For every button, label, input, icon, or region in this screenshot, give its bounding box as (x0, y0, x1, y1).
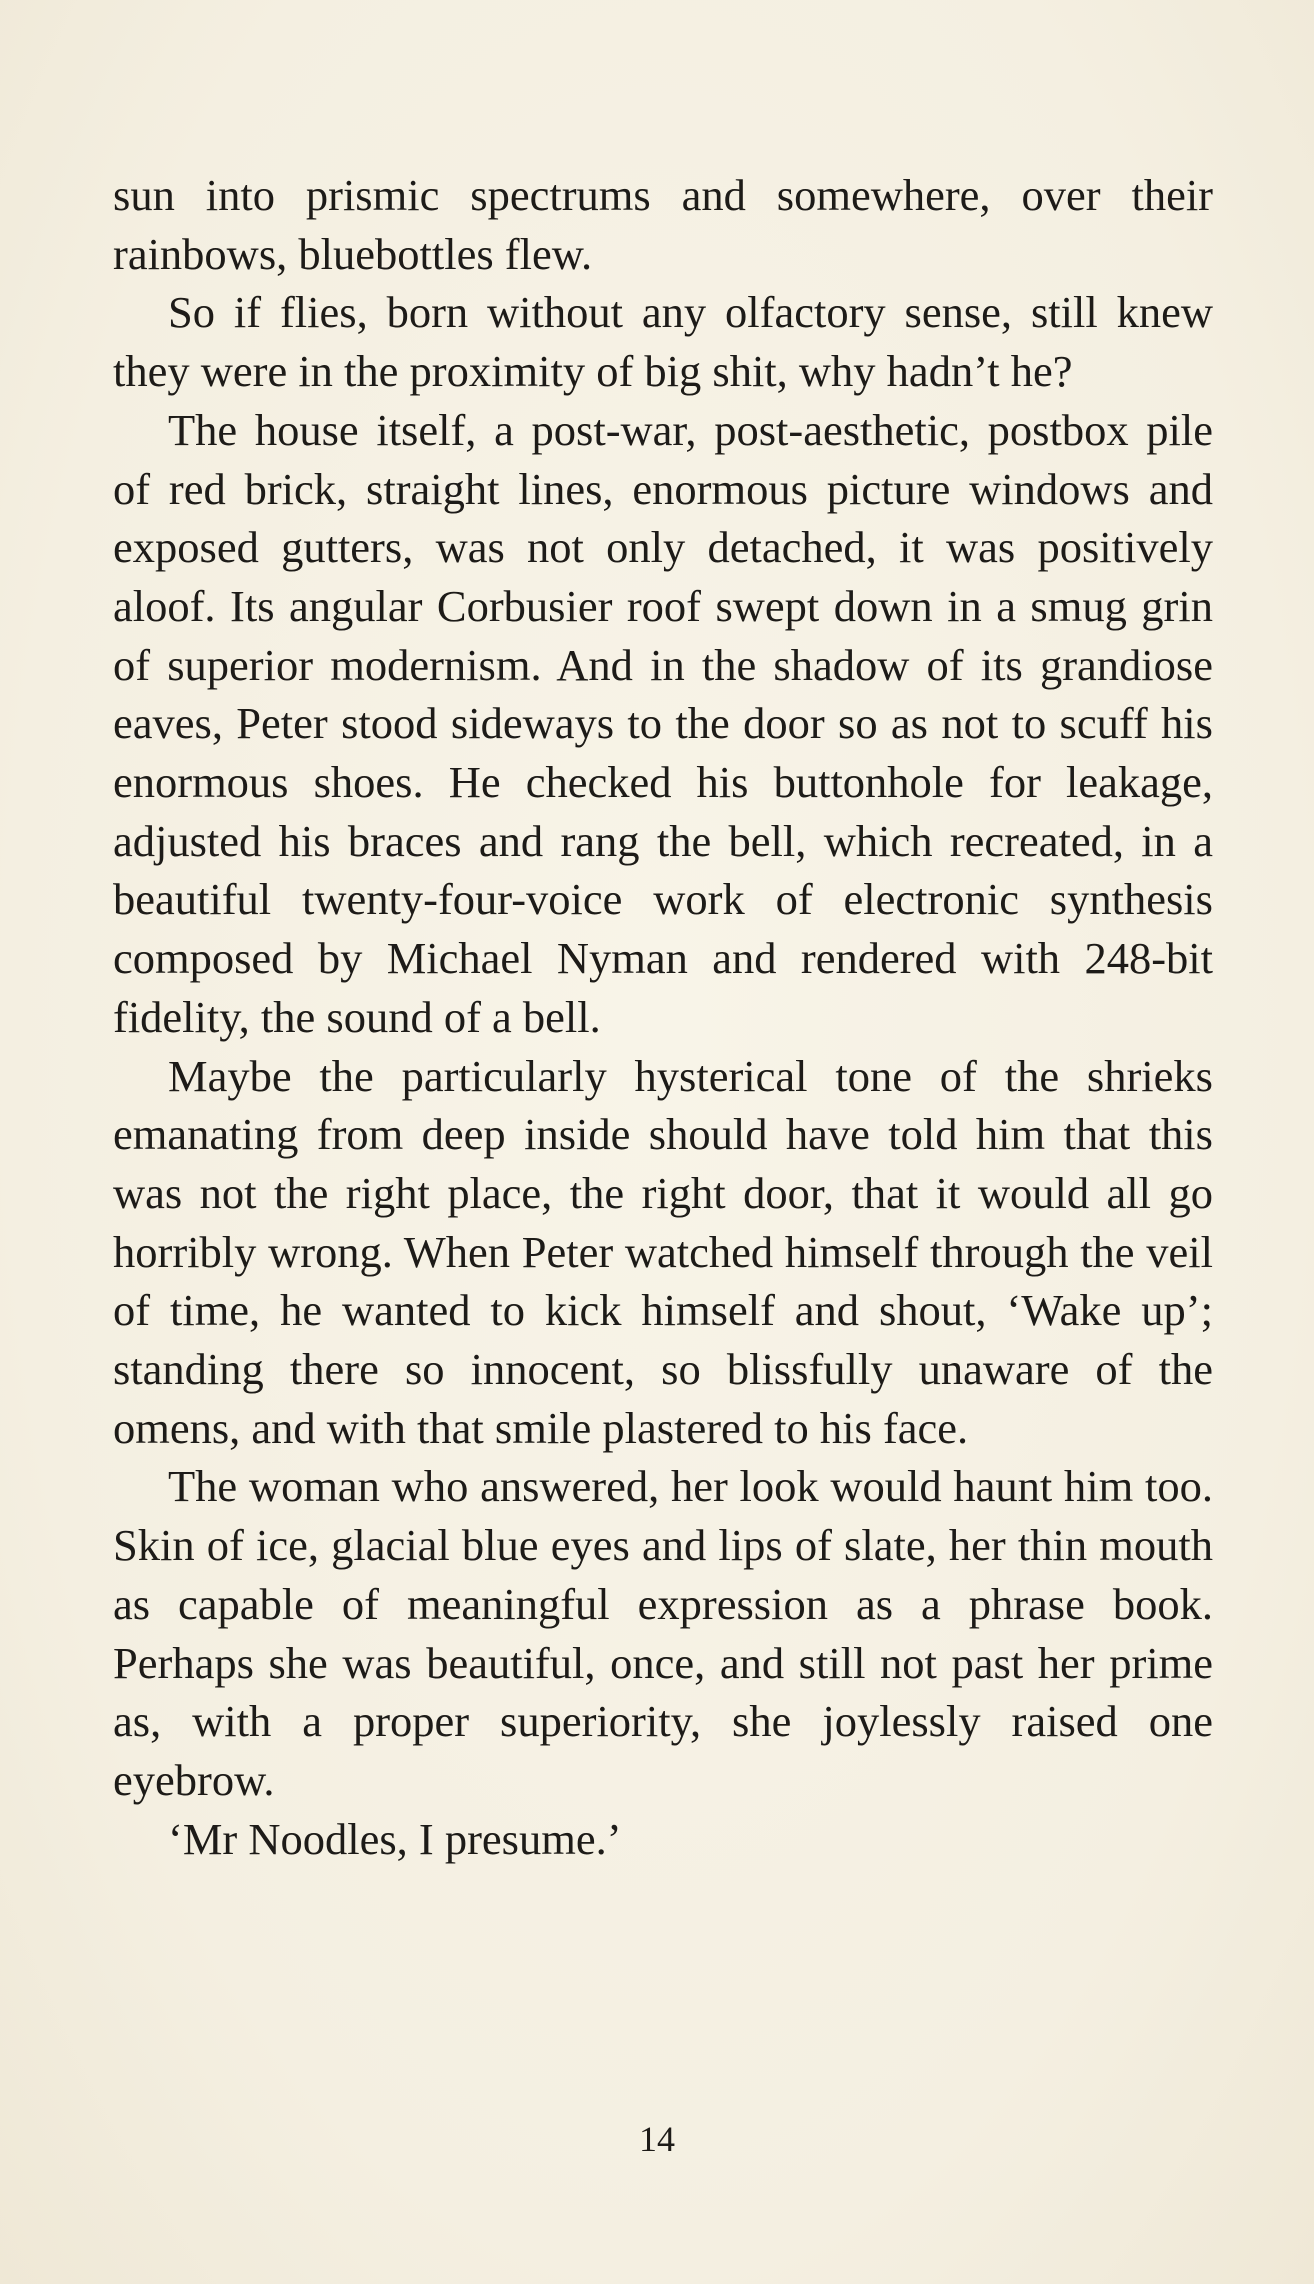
paragraph-flies: So if flies, born without any olfactory sense, still knew they were in the proximity of big shit, why hadn’t he? (113, 287, 1213, 397)
page-number: 14 (639, 2119, 675, 2159)
paragraph-continued: sun into prismic spectrums and somewhere, over their rainbows, bluebottles flew. (113, 170, 1213, 279)
paragraph-dialogue: ‘Mr Noodles, I presume.’ (168, 1813, 622, 1864)
body-text (113, 166, 1213, 1868)
paragraph-woman: The woman who answered, her look would haunt him too. Skin of ice, glacial blue eyes and lips of slate, her thin mouth as capable of meaningful expression as a phrase book. Perhaps she was beautiful, once, and still not past her prime as, with a proper superiority, she joylessly raised one eyebrow. (113, 1461, 1213, 1805)
paragraph-shrieks: Maybe the particularly hysterical tone of the shrieks emanating from deep inside should have told him that this was not the right place, the right door, that it would all go horribly wrong. When Peter watched himself through the veil of time, he wanted to kick himself and shout, ‘Wake up’; standing there so innocent, so blissfully unaware of the omens, and with that smile plastered to his face. (113, 1050, 1213, 1453)
paragraph-house: The house itself, a post-war, post-aesthetic, postbox pile of red brick, straight lines, enormous picture windows and exposed gutters, was not only detached, it was positively aloof. Its angular Corbusier roof swept down in a smug grin of superior modernism. And in the shadow of its grandiose eaves, Peter stood sideways to the door so as not to scuff his enormous shoes. He checked his buttonhole for leakage, adjusted his braces and rang the bell, which recreated, in a beautiful twenty-four-voice work of electronic synthesis composed by Michael Nyman and rendered with 248-bit fidelity, the sound of a bell. (113, 404, 1213, 1042)
